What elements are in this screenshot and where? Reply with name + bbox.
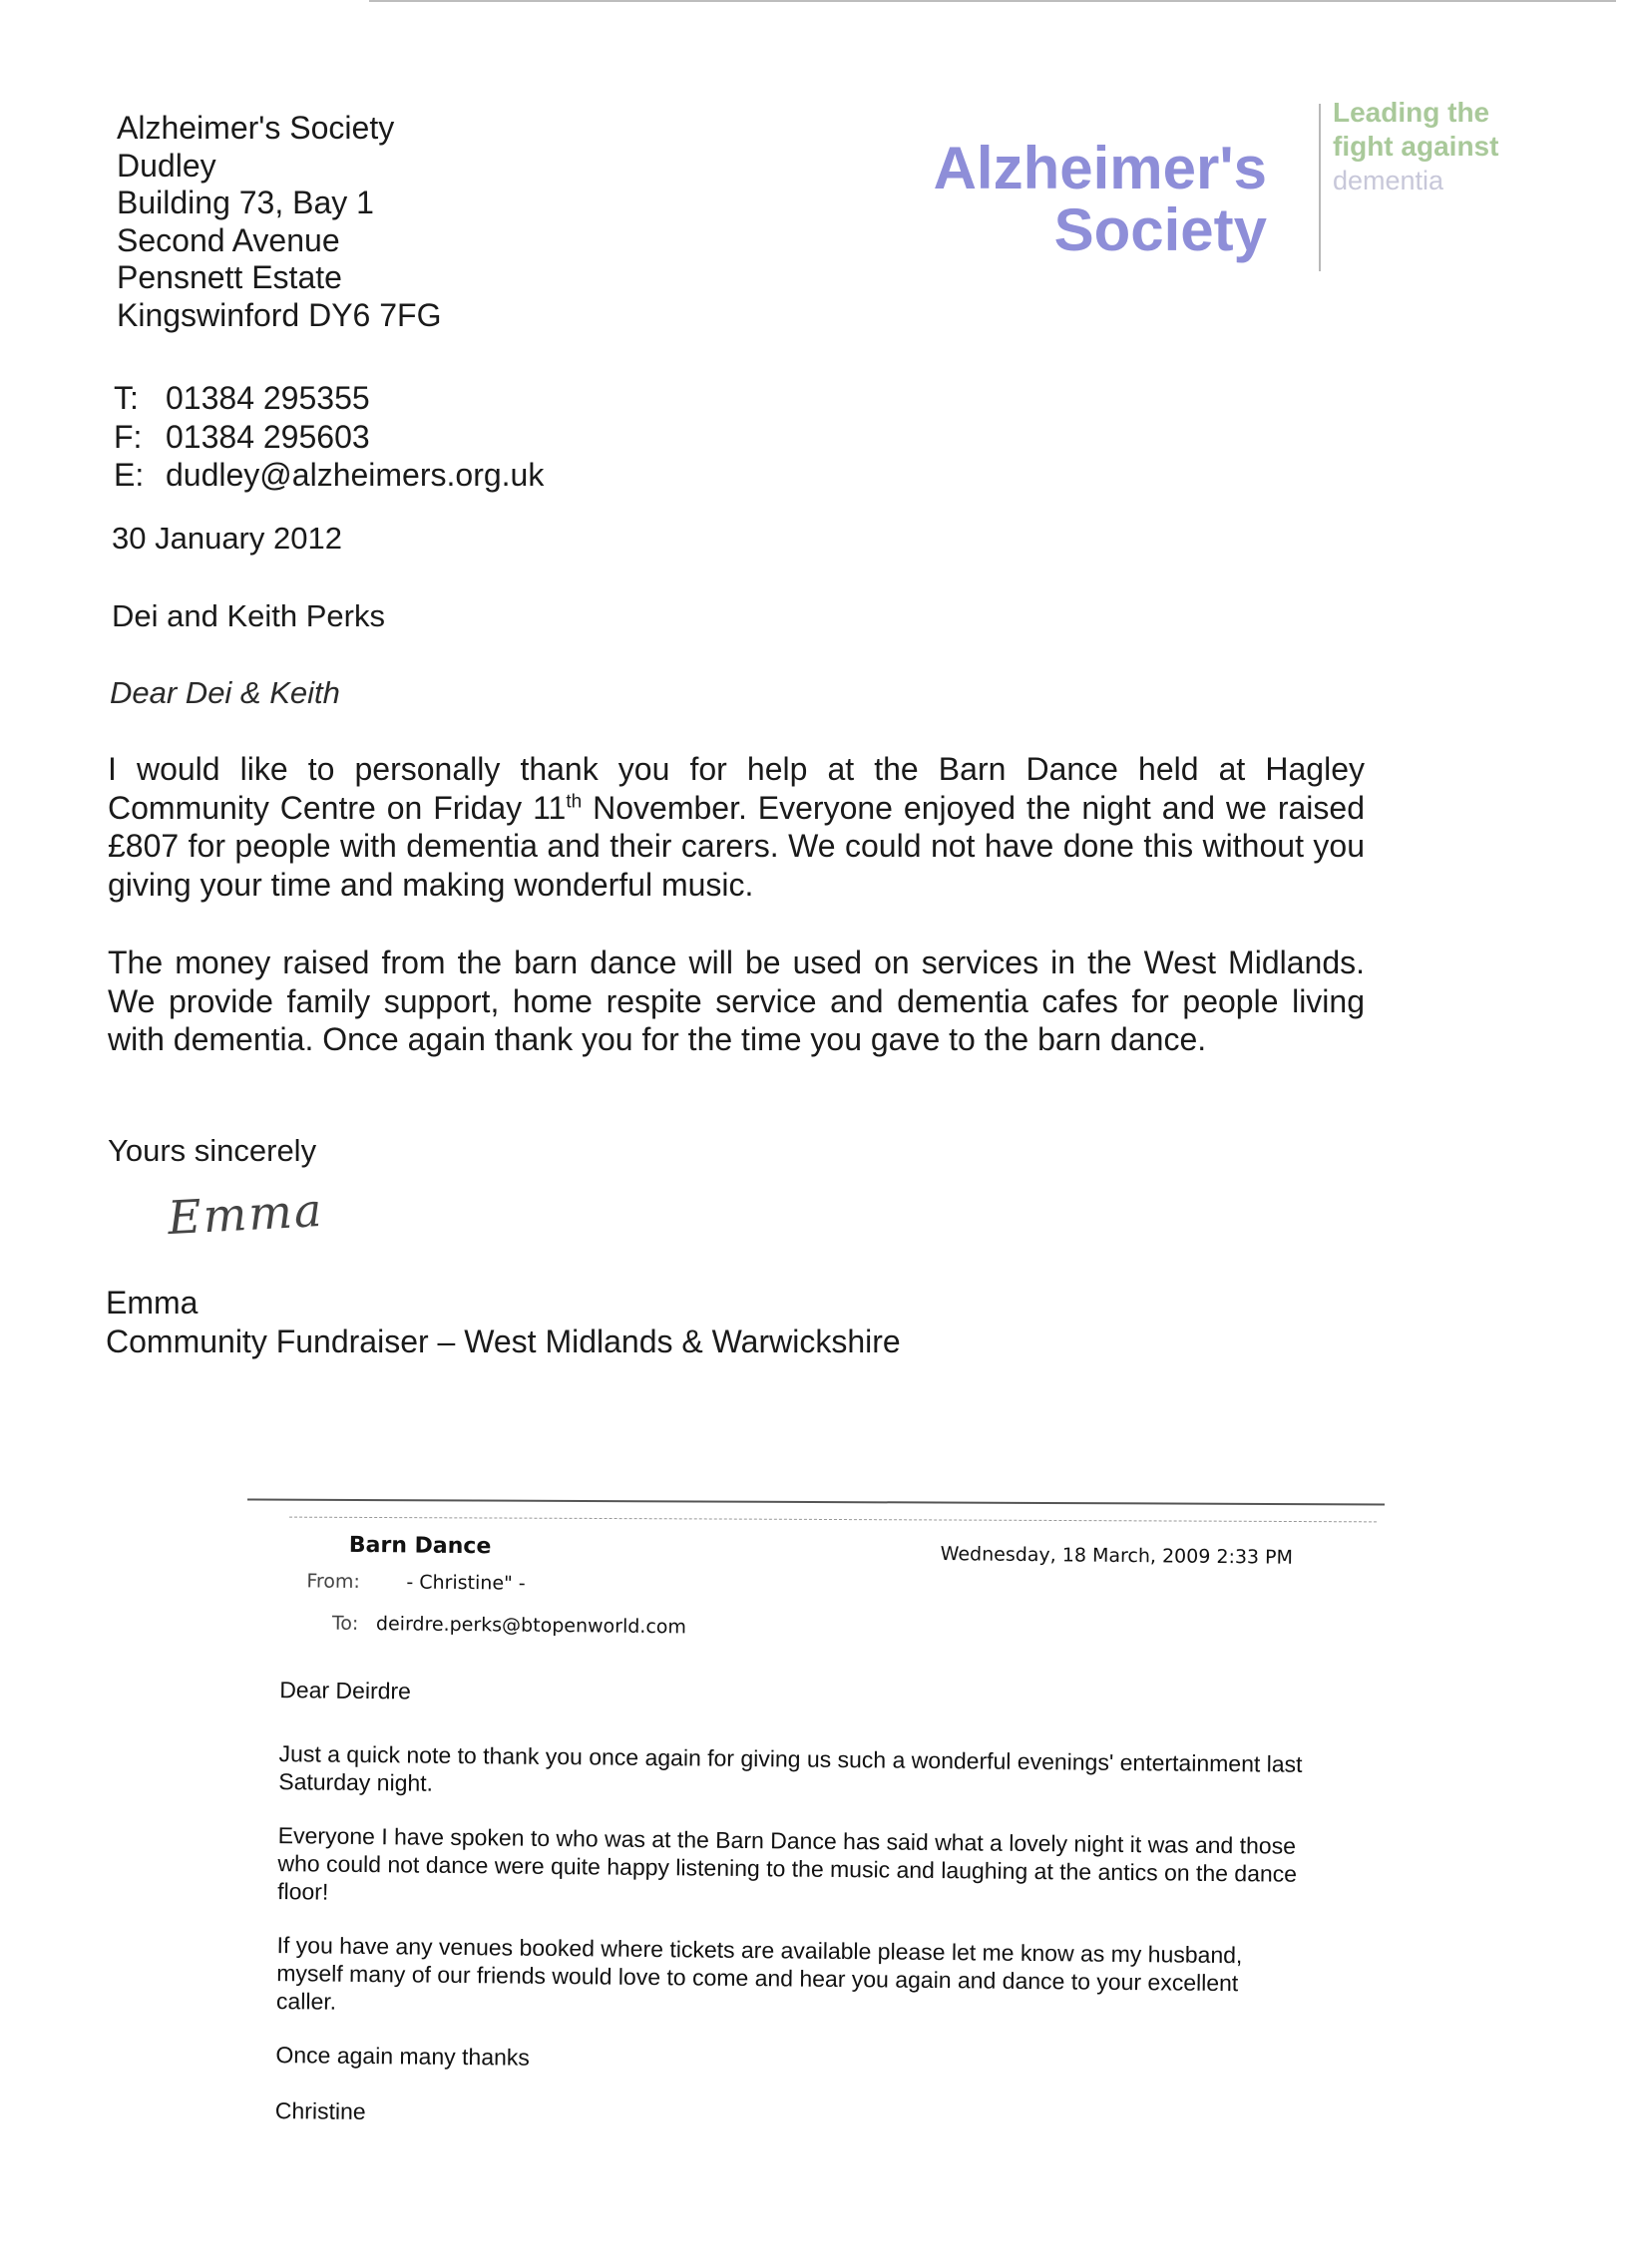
- paragraph-text: November. Everyone enjoyed the night and we raised £807 for people with dementia and their carers. We could not have done this without you giving your time and making wonderful music.: [108, 789, 1366, 903]
- letter-closing: Yours sincerely: [108, 1133, 317, 1168]
- to-value: deirdre.perks@btopenworld.com: [375, 1613, 687, 1639]
- signer-block: [106, 1284, 901, 1361]
- email-paragraph: If you have any venues booked where tickets are available please let me know as my husband, myself many of our friends would love to come and hear you again and dance to your excellent caller.: [275, 1932, 1243, 2015]
- email-body: [274, 1676, 1317, 2125]
- top-border-line: [369, 0, 1616, 2]
- email-printout: [269, 1526, 1387, 2125]
- phone-number: 01384 295355: [166, 380, 370, 416]
- email-separator-line: [247, 1499, 1385, 1506]
- email-address: dudley@alzheimers.org.uk: [166, 457, 545, 493]
- email-date: Wednesday, 18 March, 2009 2:33 PM: [940, 1543, 1294, 1569]
- from-value: - Christine" -: [406, 1571, 526, 1595]
- email-label: E:: [114, 457, 145, 493]
- email-row: [114, 456, 544, 495]
- salutation: Dear Dei & Keith: [110, 675, 340, 710]
- address-line: Dudley: [117, 147, 216, 184]
- signer-name: Emma: [106, 1285, 199, 1321]
- signer-title: Community Fundraiser – West Midlands & Warwickshire: [106, 1323, 901, 1359]
- logo-wordmark: [933, 135, 1267, 263]
- address-line: Alzheimer's Society: [117, 110, 395, 146]
- sender-address: [117, 110, 441, 334]
- email-paragraph: Just a quick note to thank you once again for giving us such a wonderful evenings' entertainment last Saturday night.: [278, 1740, 1303, 1796]
- phone-label: T:: [114, 380, 139, 416]
- logo-name-line: Society: [1053, 196, 1267, 263]
- logo-tagline: [1333, 96, 1498, 197]
- tagline-line: fight against: [1333, 131, 1499, 162]
- address-line: Pensnett Estate: [117, 259, 342, 295]
- email-closing: Once again many thanks: [275, 2042, 531, 2071]
- email-from: [306, 1570, 526, 1594]
- to-label: To:: [331, 1612, 359, 1635]
- fax-number: 01384 295603: [166, 418, 370, 455]
- alzheimers-society-logo: [933, 96, 1516, 285]
- handwritten-signature: Emma: [166, 1182, 325, 1246]
- logo-divider: [1319, 104, 1321, 271]
- email-greeting: Dear Deirdre: [279, 1677, 412, 1704]
- email-to: [332, 1613, 686, 1639]
- fax-label: F:: [114, 418, 143, 455]
- tagline-line: Leading the: [1333, 97, 1490, 128]
- email-paragraph: Everyone I have spoken to who was at the Barn Dance has said what a lovely night it was and those who could not dance were quite happy listening to the music and laughing at the antics on the dance floor!: [277, 1822, 1298, 1905]
- letter-date: 30 January 2012: [112, 521, 342, 556]
- address-line: Building 73, Bay 1: [117, 185, 374, 220]
- letter-paragraph: [108, 750, 1365, 904]
- email-subject: Barn Dance: [348, 1532, 492, 1560]
- tagline-line: dementia: [1333, 166, 1444, 195]
- email-separator-dashed: [289, 1517, 1377, 1524]
- paragraph-text: I would like to personally thank you for help at the Barn Dance held at Hagley Community Centre on Friday 11: [108, 751, 1365, 826]
- recipient-name: Dei and Keith Perks: [112, 598, 385, 633]
- address-line: Second Avenue: [117, 221, 340, 258]
- contact-details: [114, 379, 544, 495]
- phone-row: [114, 379, 544, 418]
- fax-row: [114, 418, 544, 457]
- logo-name-line: Alzheimer's: [933, 135, 1267, 201]
- email-signoff: Christine: [274, 2097, 366, 2125]
- ordinal-suffix: th: [566, 790, 583, 812]
- address-line: Kingswinford DY6 7FG: [117, 296, 442, 333]
- letter-paragraph: The money raised from the barn dance will be used on services in the West Midlands. We provide family support, home respite service and dementia cafes for people living with dementia. Once again thank you for the time you gave to the barn dance.: [108, 945, 1365, 1057]
- from-label: From:: [306, 1570, 361, 1593]
